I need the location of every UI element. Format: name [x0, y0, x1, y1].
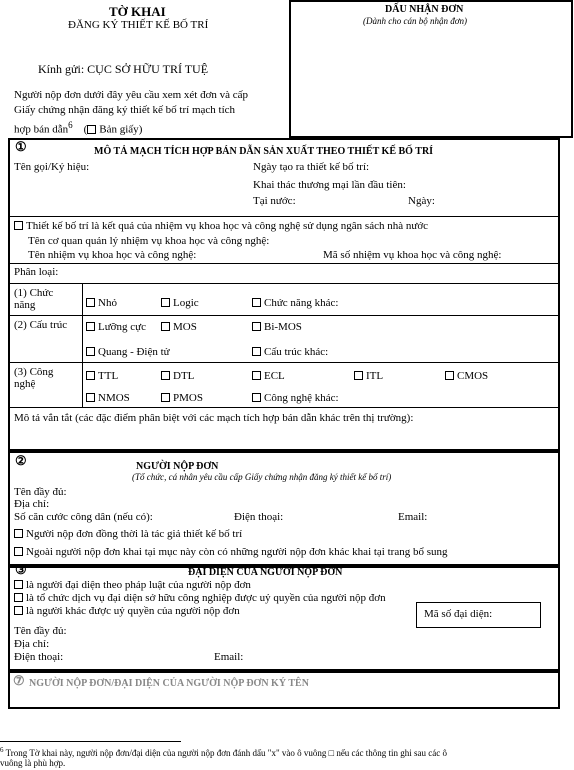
footnote-line-2: vuông là phù hợp. — [0, 758, 66, 768]
checkbox[interactable] — [252, 298, 261, 307]
footnote-text: Trong Tờ khai này, người nộp đơn/đại diện của người nộp đơn đánh dấu "x" vào ô vuông □ nếu các thông tin ghi sau các ô — [5, 748, 448, 758]
option-label: ECL — [264, 370, 285, 382]
footnote-number: 6 — [0, 746, 4, 754]
classification-label: Phân loại: — [14, 266, 59, 278]
option-label: Người nộp đơn đồng thời là tác giả thiết kế bố trí — [26, 528, 243, 540]
rep-email-label: Email: — [214, 651, 244, 663]
description-label: Mô tả vắn tắt (các đặc điểm phân biệt với các mạch tích hợp bán dẫn khác trên thị trường): — [14, 412, 414, 424]
tech-nmos-option[interactable] — [86, 392, 130, 404]
tech-cmos-option[interactable] — [445, 370, 488, 382]
func-other-option[interactable] — [252, 297, 338, 309]
checkbox[interactable] — [14, 593, 23, 602]
intro-line-3: hợp bán dẫn$^6$ ( Bản giấy) — [14, 120, 143, 136]
option-label: là tổ chức dịch vụ đại diện sở hữu công nghiệp được uỷ quyền của người nộp đơn — [26, 592, 386, 604]
option-label: Logic — [173, 297, 199, 309]
struct-opto-option[interactable] — [86, 346, 170, 358]
struct-mos-option[interactable] — [161, 321, 197, 333]
stamp-box — [289, 0, 573, 138]
structure-label: (2) Cấu trúc — [14, 319, 68, 331]
ip-service-option[interactable] — [14, 592, 386, 604]
date-label: Ngày: — [408, 195, 435, 207]
struct-other-option[interactable] — [252, 346, 328, 358]
footnote-line-1 — [0, 745, 574, 758]
science-task-label: Thiết kế bố trí là kết quả của nhiệm vụ khoa học và công nghệ sử dụng ngân sách nhà nước — [26, 220, 429, 232]
footnote-ref: 6 — [68, 120, 73, 130]
option-label: CMOS — [457, 370, 489, 382]
rep-code-label: Mã số đại diện: — [424, 608, 493, 620]
is-author-option[interactable] — [14, 528, 242, 540]
task-name-label: Tên nhiệm vụ khoa học và công nghệ: — [28, 249, 197, 261]
grid-line — [82, 283, 83, 407]
task-code-label: Mã số nhiệm vụ khoa học và công nghệ: — [323, 249, 502, 261]
divider — [9, 407, 559, 408]
checkbox[interactable] — [161, 322, 170, 331]
option-label: Ngoài người nộp đơn khai tại mục này còn có những người nộp đơn khác khai tại trang bổ sung — [26, 546, 448, 558]
option-label: DTL — [173, 370, 195, 382]
applicant-phone-label: Điện thoại: — [234, 511, 284, 523]
intro-line-1: Người nộp đơn dưới đây yêu cầu xem xét đơn và cấp — [14, 89, 249, 101]
applicant-name-label: Tên đầy đủ: — [14, 486, 67, 498]
agency-label: Tên cơ quan quản lý nhiệm vụ khoa học và công nghệ: — [28, 235, 270, 247]
option-label: Chức năng khác: — [264, 297, 339, 309]
option-label: MOS — [173, 321, 197, 333]
checkbox[interactable] — [354, 371, 363, 380]
checkbox[interactable] — [86, 298, 95, 307]
option-label: Lưỡng cực — [98, 321, 146, 333]
function-label — [14, 287, 53, 311]
form-subtitle: ĐĂNG KÝ THIẾT KẾ BỐ TRÍ — [68, 19, 209, 31]
tech-itl-option[interactable] — [354, 370, 383, 382]
tech-pmos-option[interactable] — [161, 392, 203, 404]
divider — [9, 216, 559, 217]
footnote — [0, 745, 574, 768]
divider — [9, 283, 559, 284]
option-label: Bi-MOS — [264, 321, 302, 333]
country-label: Tại nước: — [253, 195, 296, 207]
option-label: ITL — [366, 370, 384, 382]
checkbox[interactable] — [14, 606, 23, 615]
created-date-label: Ngày tạo ra thiết kế bố trí: — [253, 161, 370, 173]
section-3-title: ĐẠI DIỆN CỦA NGƯỜI NỘP ĐƠN — [188, 567, 343, 578]
divider — [9, 263, 559, 264]
section-7-number: ⑦ — [13, 673, 25, 688]
form-title: TỜ KHAI — [109, 4, 166, 19]
function-label-line2: năng — [14, 299, 36, 311]
checkbox[interactable] — [14, 529, 23, 538]
function-label-line1: (1) Chức — [14, 287, 54, 299]
other-applicants-option[interactable] — [14, 546, 448, 558]
technology-label-line2: nghệ — [14, 378, 36, 390]
option-label: là người khác được uỷ quyền của người nộp đơn — [26, 605, 240, 617]
checkbox[interactable] — [252, 322, 261, 331]
section-1-title: MÔ TẢ MẠCH TÍCH HỢP BÁN DẪN SẢN XUẤT THEO THIẾT KẾ BỐ TRÍ — [94, 146, 434, 157]
section-1-number: ① — [15, 139, 27, 154]
first-exploit-label: Khai thác thương mại lần đầu tiên: — [253, 179, 406, 191]
section-2-number: ② — [15, 453, 27, 468]
section-3-number: ③ — [15, 562, 27, 577]
tech-ecl-option[interactable] — [252, 370, 285, 382]
rep-phone-label: Điện thoại: — [14, 651, 64, 663]
intro-line-2: Giấy chứng nhận đăng ký thiết kế bố trí mạch tích — [14, 104, 236, 116]
stamp-note: (Dành cho cán bộ nhận đơn) — [363, 16, 468, 26]
section-2-subtitle: (Tổ chức, cá nhân yêu cầu cấp Giấy chứng nhận đăng ký thiết kế bố trí) — [132, 472, 392, 482]
checkbox[interactable] — [161, 393, 170, 402]
option-label: Công nghệ khác: — [264, 392, 339, 404]
tech-other-option[interactable] — [252, 392, 339, 404]
intro-text — [14, 88, 292, 138]
applicant-email-label: Email: — [398, 511, 428, 523]
stamp-title: DẤU NHẬN ĐƠN — [385, 4, 464, 15]
applicant-id-label: Số căn cước công dân (nếu có): — [14, 511, 153, 523]
checkbox[interactable] — [445, 371, 454, 380]
option-label: PMOS — [173, 392, 203, 404]
option-label: Cấu trúc khác: — [264, 346, 329, 358]
option-label: Nhỏ — [98, 297, 117, 309]
technology-label — [14, 366, 53, 390]
checkbox[interactable] — [161, 371, 170, 380]
tech-dtl-option[interactable] — [161, 370, 194, 382]
option-label: TTL — [98, 370, 119, 382]
option-label: Quang - Điện tử — [98, 346, 170, 358]
paper-option-label: Bản giấy — [99, 123, 139, 136]
checkbox[interactable] — [86, 322, 95, 331]
checkbox[interactable] — [14, 580, 23, 589]
applicant-address-label: Địa chỉ: — [14, 498, 50, 510]
checkbox[interactable] — [86, 371, 95, 380]
paper-checkbox[interactable] — [87, 125, 96, 134]
section-7-title: NGƯỜI NỘP ĐƠN/ĐẠI DIỆN CỦA NGƯỜI NỘP ĐƠN KÝ TÊN — [29, 678, 309, 689]
authorized-option[interactable] — [14, 605, 240, 617]
checkbox[interactable] — [252, 371, 261, 380]
tech-ttl-option[interactable] — [86, 370, 118, 382]
checkbox[interactable] — [14, 547, 23, 556]
science-task-checkbox[interactable] — [14, 221, 23, 230]
rep-name-label: Tên đầy đủ: — [14, 625, 67, 637]
func-small-option[interactable] — [86, 297, 117, 309]
divider — [9, 362, 559, 363]
func-logic-option[interactable] — [161, 297, 199, 309]
technology-label-line1: (3) Công — [14, 366, 54, 378]
divider — [9, 315, 559, 316]
option-label: là người đại diện theo pháp luật của người nộp đơn — [26, 579, 251, 591]
footnote-rule — [0, 741, 181, 742]
struct-bimos-option[interactable] — [252, 321, 302, 333]
checkbox[interactable] — [86, 347, 95, 356]
rep-code-box[interactable] — [416, 602, 541, 628]
option-label: NMOS — [98, 392, 130, 404]
checkbox[interactable] — [252, 393, 261, 402]
rep-address-label: Địa chỉ: — [14, 638, 50, 650]
checkbox[interactable] — [86, 393, 95, 402]
science-task-option[interactable] — [14, 220, 428, 232]
section-2-title: NGƯỜI NỘP ĐƠN — [136, 461, 219, 472]
ic-name-label: Tên gọi/Ký hiệu: — [14, 161, 90, 173]
checkbox[interactable] — [252, 347, 261, 356]
recipient: Kính gửi: CỤC SỞ HỮU TRÍ TUỆ — [38, 62, 209, 76]
struct-bipolar-option[interactable] — [86, 321, 146, 333]
section-7 — [8, 671, 560, 709]
legal-rep-option[interactable] — [14, 579, 251, 591]
checkbox[interactable] — [161, 298, 170, 307]
